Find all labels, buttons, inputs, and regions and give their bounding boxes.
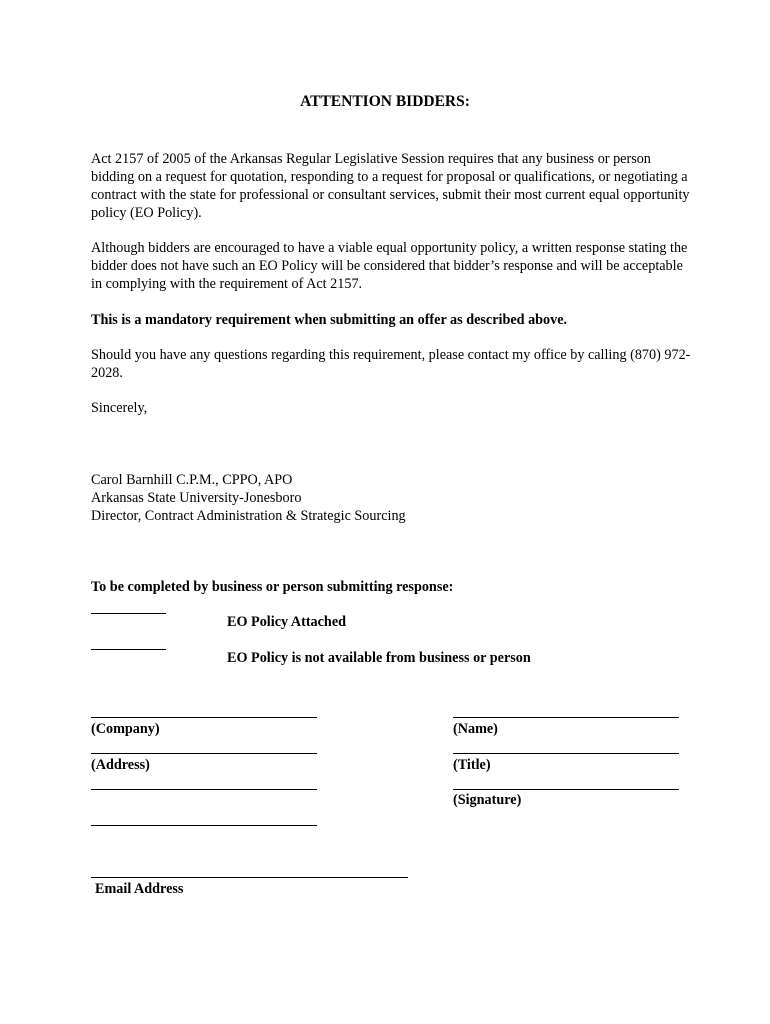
email-label: Email Address xyxy=(95,881,184,897)
eo-attached-label: EO Policy Attached xyxy=(227,614,347,630)
company-line[interactable] xyxy=(91,717,317,718)
form-instruction: To be completed by business or person submitting response: xyxy=(91,579,454,595)
address-label: (Address) xyxy=(91,757,150,773)
eo-attached-blank[interactable] xyxy=(91,613,166,614)
mandatory-paragraph: This is a mandatory requirement when submitting an offer as described above. xyxy=(91,312,568,328)
eo-not-available-label: EO Policy is not available from business or person xyxy=(227,650,531,666)
name-line[interactable] xyxy=(453,717,679,718)
address-line-2[interactable] xyxy=(91,789,317,790)
address-line-3[interactable] xyxy=(91,825,317,826)
name-label: (Name) xyxy=(453,721,498,737)
closing: Sincerely, xyxy=(91,400,148,416)
signature-block xyxy=(91,471,406,525)
title-line[interactable] xyxy=(453,753,679,754)
policy-paragraph: Although bidders are encouraged to have a viable equal opportunity policy, a written response stating the bidder does not have such an EO Policy will be considered that bidder’s response and will be acceptable in complying with the requirement of Act 2157. xyxy=(91,240,688,292)
address-line[interactable] xyxy=(91,753,317,754)
eo-not-available-blank[interactable] xyxy=(91,649,166,650)
email-line[interactable] xyxy=(91,877,408,878)
contact-paragraph: Should you have any questions regarding this requirement, please contact my office by calling (870) 972-2028. xyxy=(91,347,691,381)
signature-label: (Signature) xyxy=(453,792,522,808)
signer-position: Director, Contract Administration & Strategic Sourcing xyxy=(91,508,406,524)
act-paragraph: Act 2157 of 2005 of the Arkansas Regular Legislative Session requires that any business or person bidding on a request for quotation, responding to a request for proposal or qualifications, or negotiating a contract with the state for professional or consultant services, submit their most current equal opportunity policy (EO Policy). xyxy=(91,151,690,221)
page-title: ATTENTION BIDDERS: xyxy=(300,93,470,110)
signer-name: Carol Barnhill C.P.M., CPPO, APO xyxy=(91,472,293,488)
signer-organization: Arkansas State University-Jonesboro xyxy=(91,490,302,506)
title-label: (Title) xyxy=(453,757,491,773)
signature-line[interactable] xyxy=(453,789,679,790)
company-label: (Company) xyxy=(91,721,160,737)
